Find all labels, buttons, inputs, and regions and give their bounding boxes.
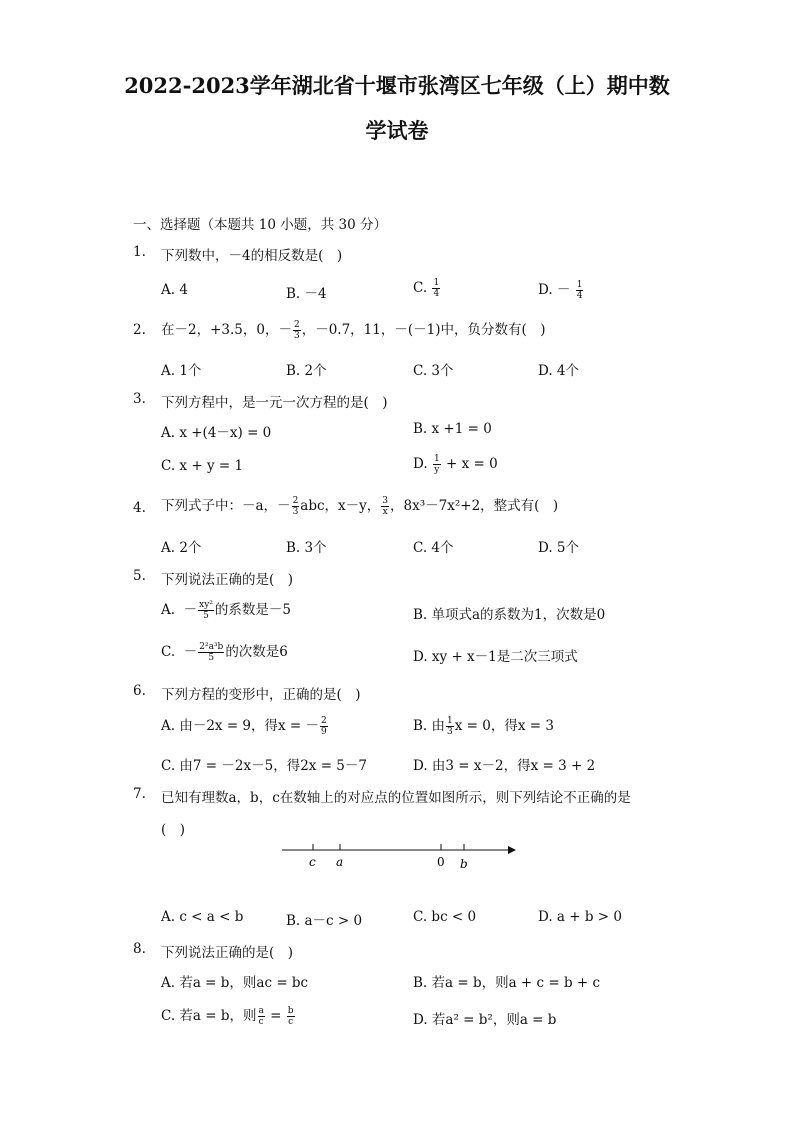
- question-text: 下列式子中：－a，－ $\frac{2}{3}$ abc，x－y， $\frac{3}{x}$ ，8x³－7x²+2，整式有( ): [161, 496, 559, 517]
- option-c: C. x + y = 1: [161, 458, 244, 474]
- option-d: D. a + b > 0: [538, 909, 622, 925]
- option-c: C. 若a = b，则 $\frac{a}{c}$ = $\frac{b}{c}$: [161, 1006, 294, 1027]
- question-text: 下列数中，－4的相反数是( ): [161, 248, 343, 264]
- option-c: C. － $\frac{\text{2²a³b}}{5}$ 的次数是6: [161, 642, 288, 663]
- option-a: A. 若a = b，则ac = bc: [161, 975, 309, 991]
- option-b: B. x +1 = 0: [413, 421, 492, 437]
- option-d: D. 4个: [538, 363, 580, 379]
- option-c: C. 由7 = －2x－5，得2x = 5－7: [161, 758, 367, 774]
- option-d: D. 5个: [538, 540, 580, 556]
- question-number: 8.: [133, 941, 146, 957]
- option-label: D. －: [538, 282, 571, 298]
- option-a: A. 1个: [161, 363, 202, 379]
- question-text: 下列方程中，是一元一次方程的是( ): [161, 395, 388, 411]
- arrow-icon: [508, 846, 516, 854]
- fraction: $\frac{1}{4}$: [576, 280, 583, 301]
- question-text: 下列说法正确的是( ): [161, 572, 294, 588]
- question-text: 已知有理数a，b，c在数轴上的对应点的位置如图所示，则下列结论不正确的是: [161, 790, 631, 806]
- option-b: B. 单项式a的系数为1，次数是0: [413, 607, 606, 623]
- option-d: D. $\frac{1}{y}$ + x = 0: [413, 454, 498, 475]
- question-number: 2.: [133, 322, 146, 338]
- option-d: D. 若a² = b²，则a = b: [413, 1012, 557, 1028]
- option-d: D. xy + x－1是二次三项式: [413, 649, 578, 665]
- option-b: B. －4: [286, 286, 327, 302]
- question-text: 下列方程的变形中，正确的是( ): [161, 687, 361, 703]
- page-title-line1: 2022-2023学年湖北省十堰市张湾区七年级（上）期中数: [124, 73, 670, 98]
- number-line-figure: [270, 836, 530, 876]
- question-number: 3.: [133, 391, 146, 407]
- option-b: B. 由 $\frac{1}{3}$ x = 0，得x = 3: [413, 716, 554, 737]
- question-number: 5.: [133, 568, 146, 584]
- option-d: [538, 278, 584, 301]
- question-number: 6.: [133, 683, 146, 699]
- option-c: C. bc < 0: [413, 909, 477, 925]
- option-b: B. 若a = b，则a + c = b + c: [413, 975, 601, 991]
- option-c: C. 3个: [413, 363, 454, 379]
- fraction: $\frac{1}{4}$: [433, 278, 440, 299]
- option-a: A. 由－2x = 9，得x = － $\frac{2}{9}$: [161, 716, 327, 737]
- label-b: b: [460, 857, 468, 871]
- label-c: c: [309, 855, 316, 869]
- option-a: A. 2个: [161, 540, 202, 556]
- question-number: 7.: [133, 786, 146, 802]
- option-b: B. 2个: [286, 363, 327, 379]
- question-number: 4.: [133, 500, 146, 516]
- option-label: C.: [413, 280, 432, 296]
- option-a: A. 4: [161, 282, 188, 298]
- question-text: 在－2，+3.5，0，－ $\frac{2}{3}$ ，－0.7，11，－(－1)中，负分数有( ): [161, 320, 546, 341]
- option-b: B. 3个: [286, 540, 327, 556]
- question-number: 1.: [133, 244, 146, 260]
- section-heading: 一、选择题（本题共 10 小题，共 30 分）: [133, 217, 388, 233]
- option-a: A. c < a < b: [161, 909, 244, 925]
- question-text: 下列说法正确的是( ): [161, 945, 294, 961]
- option-a: A. － $\frac{\text{xy²}}{5}$ 的系数是－5: [161, 600, 291, 621]
- question-text-cont: ( ): [161, 822, 186, 838]
- option-c: [413, 278, 441, 299]
- label-zero: 0: [437, 855, 445, 869]
- option-c: C. 4个: [413, 540, 454, 556]
- option-a: A. x +(4－x) = 0: [161, 425, 272, 441]
- option-b: B. a－c > 0: [286, 913, 363, 929]
- page-title-line2: 学试卷: [365, 118, 429, 143]
- option-d: D. 由3 = x－2，得x = 3 + 2: [413, 758, 596, 774]
- label-a: a: [336, 855, 344, 869]
